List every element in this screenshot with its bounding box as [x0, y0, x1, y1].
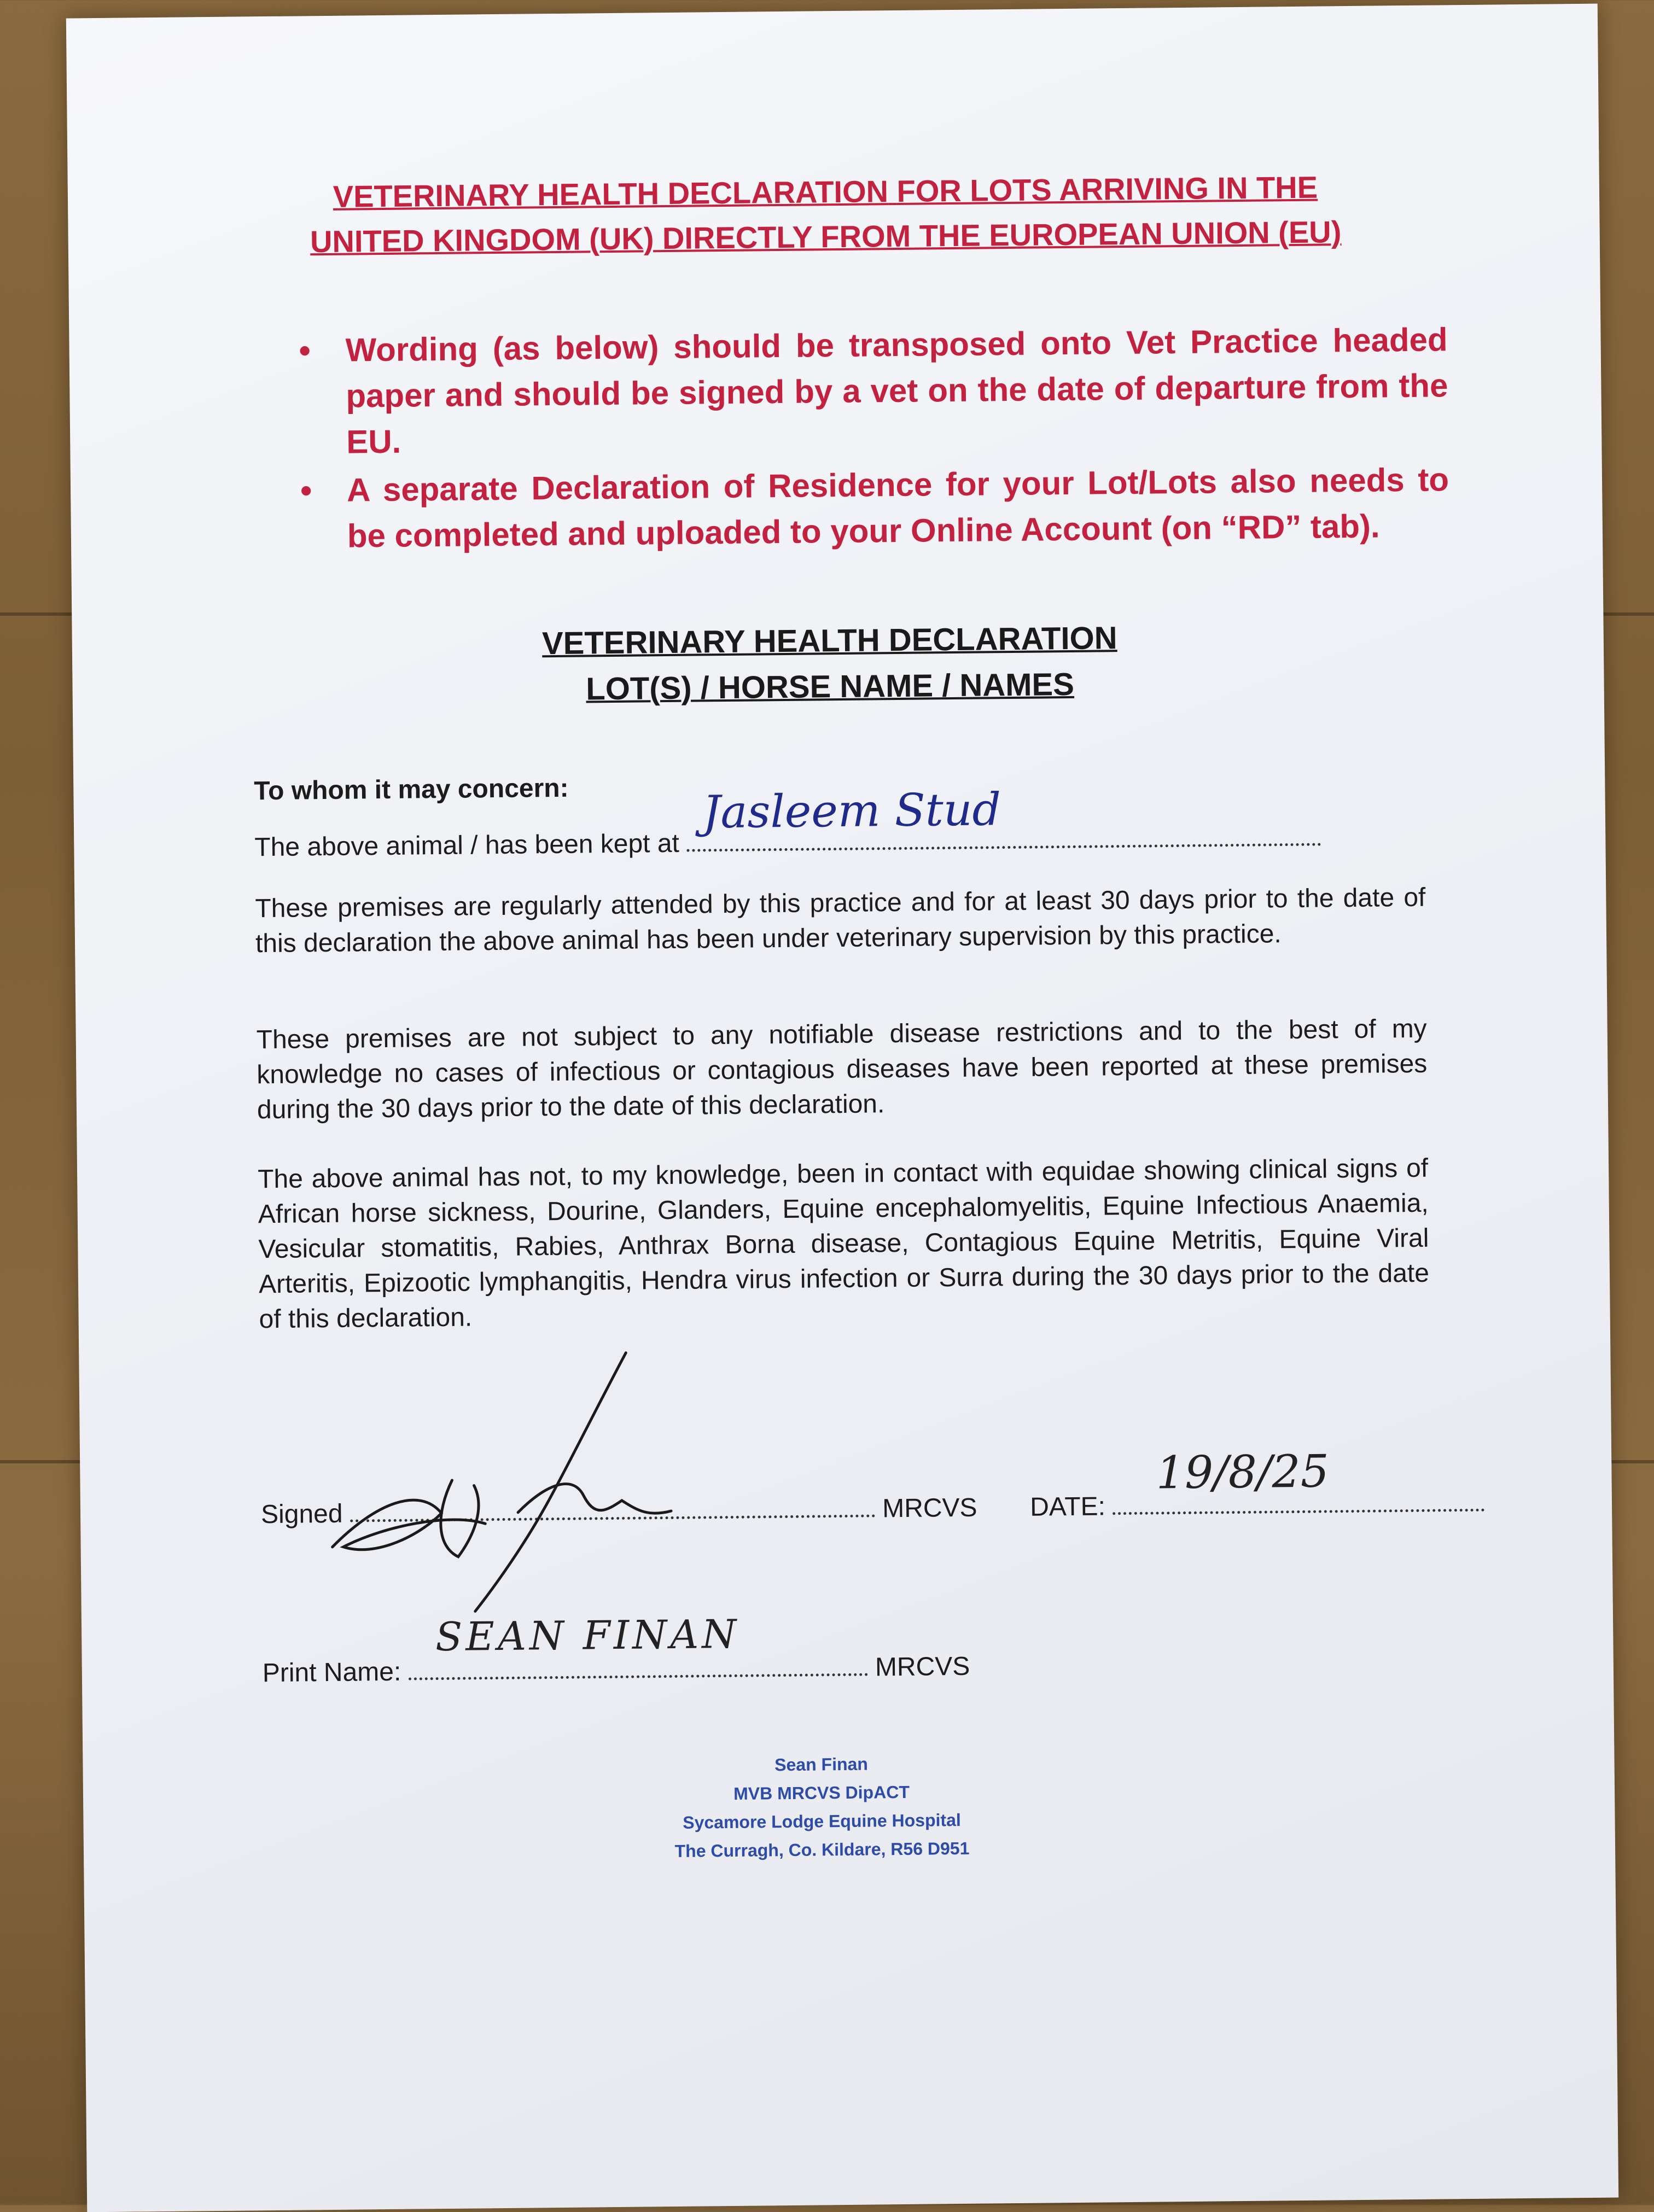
- instruction-text: A separate Declaration of Residence for your Lot/Lots also needs to be completed and uploaded to your Online Account (on “RD” tab).: [346, 461, 1449, 555]
- declaration-page: [66, 4, 1618, 2212]
- header-title-line1-part2: FOR LOTS ARRIVING IN THE: [896, 170, 1318, 208]
- print-name-line: [408, 1610, 867, 1680]
- instruction-item: [300, 457, 1450, 559]
- header-title-line1-part1: VETERINARY HEALTH DECLARATION: [333, 174, 889, 214]
- instruction-text: Wording (as below) should be transposed onto Vet Practice headed paper and should be signed by a vet on the date of departure from the EU.: [345, 321, 1448, 460]
- date-handwritten: 19/8/25: [1156, 1445, 1330, 1499]
- kept-at-line: [686, 784, 1321, 852]
- declaration-paragraph: These premises are regularly attended by this practice and for at least 30 days prior to the date of this declaration the above animal has been under veterinary supervision by this practice.: [255, 883, 1426, 959]
- stamp-qualifications: MVB MRCVS DipACT: [733, 1782, 910, 1804]
- instructions-list: [299, 317, 1449, 562]
- declaration-title: VETERINARY HEALTH DECLARATION: [541, 620, 1117, 662]
- salutation: To whom it may concern:: [254, 773, 569, 806]
- kept-at-label: The above animal / has been kept at: [254, 828, 680, 862]
- print-mrcvs-label: MRCVS: [875, 1651, 970, 1682]
- stamp-address: The Curragh, Co. Kildare, R56 D951: [674, 1838, 970, 1861]
- date-label: DATE:: [1029, 1492, 1106, 1522]
- declaration-subtitle: LOT(S) / HORSE NAME / NAMES: [586, 666, 1075, 707]
- signed-mrcvs-label: MRCVS: [882, 1493, 977, 1524]
- declaration-title-block: [247, 612, 1413, 715]
- date-line: [1113, 1445, 1484, 1515]
- signed-label: Signed: [260, 1499, 343, 1530]
- kept-at-handwritten: Jasleem Stud: [702, 784, 1001, 839]
- stamp-vet-name: Sean Finan: [774, 1754, 869, 1775]
- practice-stamp: [575, 1748, 1068, 1866]
- handwritten-signature: [308, 1346, 760, 1624]
- bullet-icon: •: [300, 472, 312, 509]
- print-name-handwritten: SEAN FINAN: [435, 1610, 740, 1660]
- print-name-label: Print Name:: [262, 1657, 401, 1688]
- stamp-practice-name: Sycamore Lodge Equine Hospital: [683, 1810, 961, 1832]
- declaration-paragraph: The above animal has not, to my knowledge, been in contact with equidae showing clinical signs of African horse sickness, Dourine, Glanders, Equine encephalomyelitis, Equine Infectious Anaemia, Vesicular stomatitis, Rabies, Anthrax Borna disease, Contagious Equine Metritis, Equine Viral Arteritis, Epizootic lymphangitis, Hendra virus infection or Surra during the 30 days prior to the date of this declaration.: [257, 1153, 1430, 1334]
- declaration-paragraph: These premises are not subject to any notifiable disease restrictions and to the best of my knowledge no cases of infectious or contagious diseases have been reported at these premises during the 30 days prior to the date of this declaration.: [256, 1014, 1428, 1125]
- header-title: [243, 164, 1408, 265]
- print-name-field: [262, 1610, 1433, 1691]
- instruction-item: [299, 317, 1448, 465]
- header-title-line2: UNITED KINGDOM (UK) DIRECTLY FROM THE EUROPEAN UNION (EU): [310, 214, 1342, 259]
- bullet-icon: •: [299, 332, 311, 369]
